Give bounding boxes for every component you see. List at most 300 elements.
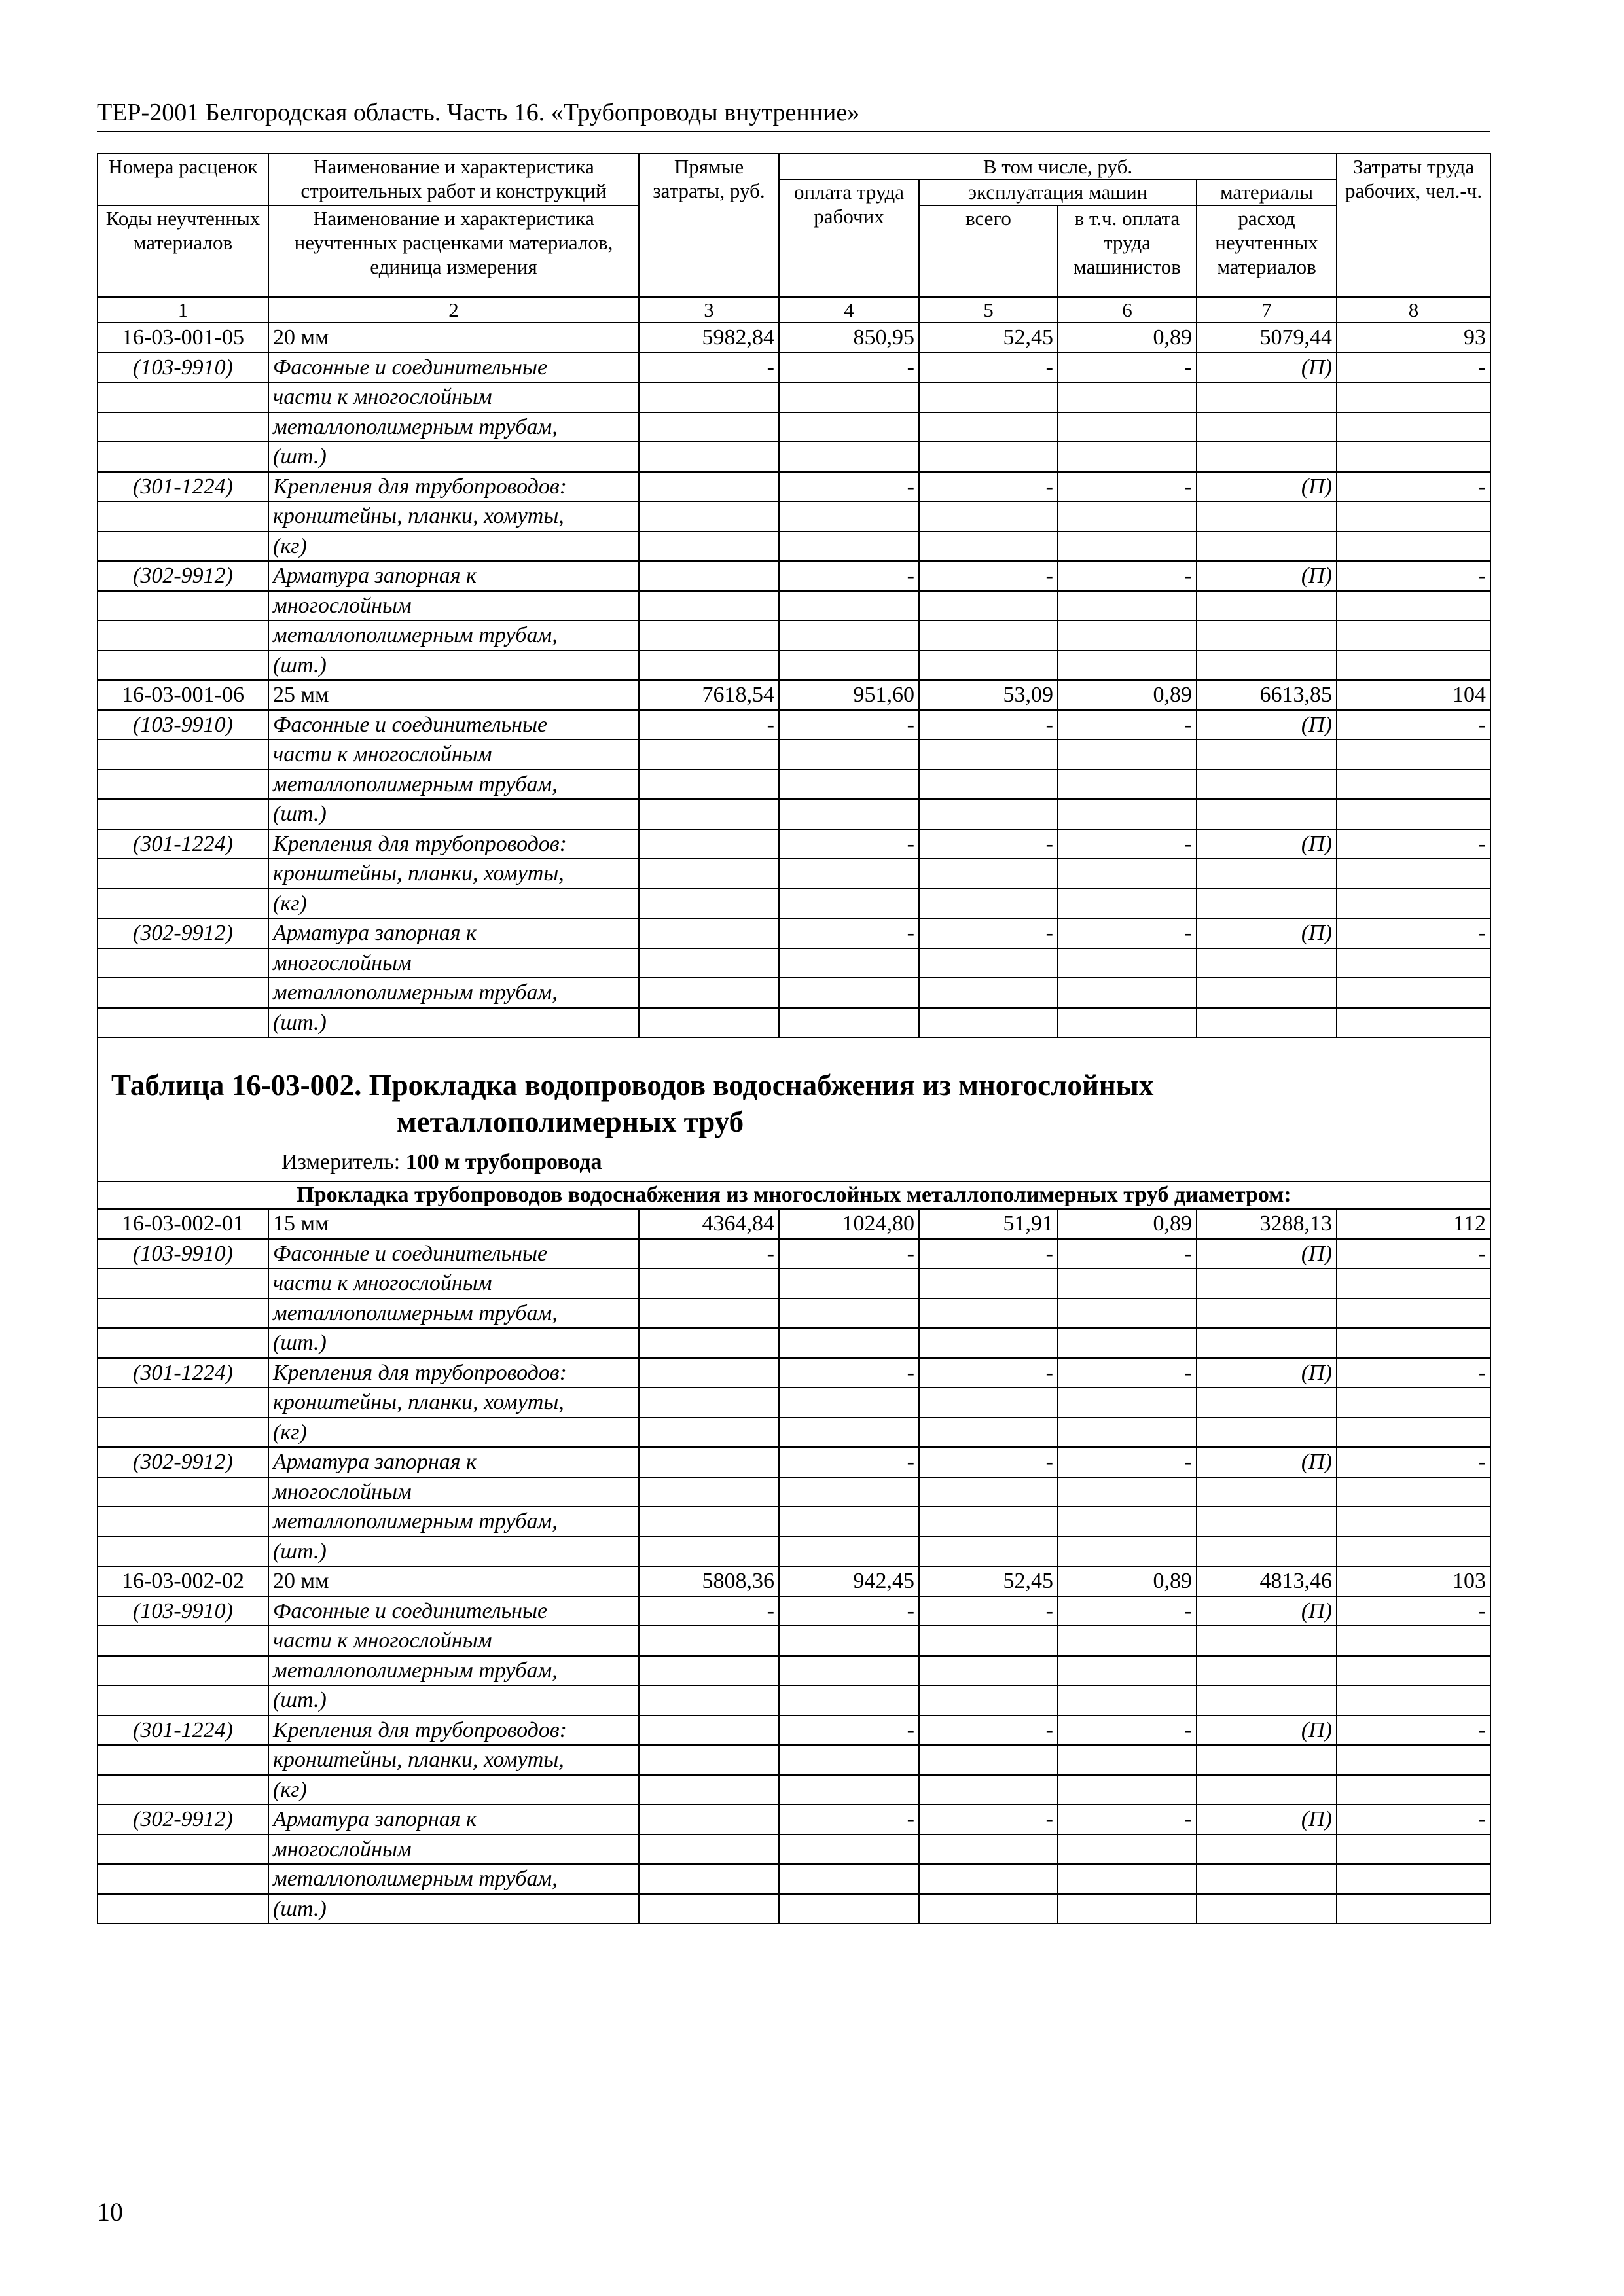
operator-wages-cell (1058, 531, 1197, 562)
labor-hours-cell (1337, 501, 1490, 531)
direct-costs-dash: - (639, 1239, 779, 1269)
material-line-row (98, 710, 1490, 740)
material-code-cell (98, 978, 268, 1008)
direct-costs-value: 7618,54 (639, 680, 779, 710)
operator-wages-cell (1058, 1008, 1197, 1038)
material-name-line: кронштейны, планки, хомуты, (268, 501, 639, 531)
worker-wages-cell (779, 412, 919, 442)
operator-wages-value: 0,89 (1058, 323, 1197, 353)
col-header-rate-number: Номера расценок (98, 154, 268, 206)
material-line-row (98, 859, 1490, 889)
material-code-cell (98, 442, 268, 472)
material-line-row (98, 799, 1490, 829)
operator-wages-dash: - (1058, 1358, 1197, 1388)
material-line-row (98, 561, 1490, 591)
operator-wages-dash: - (1058, 561, 1197, 591)
labor-hours-cell (1337, 591, 1490, 621)
labor-hours-value: 112 (1337, 1209, 1490, 1239)
labor-hours-cell (1337, 1775, 1490, 1805)
worker-wages-cell (779, 591, 919, 621)
labor-hours-cell (1337, 740, 1490, 770)
material-line-row (98, 1418, 1490, 1448)
worker-wages-value: 951,60 (779, 680, 919, 710)
material-line-row (98, 1775, 1490, 1805)
material-code-cell (98, 1775, 268, 1805)
worker-wages-cell (779, 1864, 919, 1894)
direct-costs-cell (639, 1537, 779, 1567)
machines-total-cell (919, 1268, 1058, 1299)
worker-wages-cell (779, 978, 919, 1008)
material-line-row (98, 740, 1490, 770)
operator-wages-cell (1058, 620, 1197, 651)
operator-wages-cell (1058, 1328, 1197, 1358)
labor-hours-cell (1337, 651, 1490, 681)
material-name-line: многослойным (268, 591, 639, 621)
direct-costs-cell (639, 1745, 779, 1775)
machines-total-cell (919, 1418, 1058, 1448)
worker-wages-cell (779, 1388, 919, 1418)
materials-mark: (П) (1197, 1804, 1337, 1835)
machines-total-dash: - (919, 1804, 1058, 1835)
labor-hours-dash: - (1337, 472, 1490, 502)
materials-cell (1197, 1299, 1337, 1329)
worker-wages-dash: - (779, 1715, 919, 1746)
operator-wages-cell (1058, 501, 1197, 531)
materials-mark: (П) (1197, 710, 1337, 740)
labor-hours-dash: - (1337, 829, 1490, 859)
direct-costs-cell (639, 1358, 779, 1388)
material-code: (103-9910) (98, 1239, 268, 1269)
column-number: 2 (268, 297, 639, 323)
material-name-line: (кг) (268, 1418, 639, 1448)
materials-cell (1197, 501, 1337, 531)
materials-value: 3288,13 (1197, 1209, 1337, 1239)
material-code-cell (98, 770, 268, 800)
section-heading-row (98, 1181, 1490, 1209)
col-header-unaccounted-materials: расход неучтенных материалов (1197, 206, 1337, 297)
worker-wages-cell (779, 1894, 919, 1924)
labor-hours-dash: - (1337, 918, 1490, 948)
direct-costs-value: 5808,36 (639, 1566, 779, 1596)
machines-total-cell (919, 889, 1058, 919)
operator-wages-cell (1058, 799, 1197, 829)
operator-wages-cell (1058, 978, 1197, 1008)
machines-total-cell (919, 1537, 1058, 1567)
machines-total-cell (919, 1626, 1058, 1656)
materials-cell (1197, 1775, 1337, 1805)
machines-total-cell (919, 859, 1058, 889)
direct-costs-value: 5982,84 (639, 323, 779, 353)
materials-cell (1197, 978, 1337, 1008)
material-line-row (98, 770, 1490, 800)
material-name-line: Арматура запорная к (268, 918, 639, 948)
material-name-line: Фасонные и соединительные (268, 1596, 639, 1626)
rate-name: 15 мм (268, 1209, 639, 1239)
labor-hours-cell (1337, 1008, 1490, 1038)
operator-wages-cell (1058, 948, 1197, 978)
direct-costs-cell (639, 918, 779, 948)
direct-costs-cell (639, 1685, 779, 1715)
machines-total-cell (919, 978, 1058, 1008)
rate-name: 20 мм (268, 323, 639, 353)
operator-wages-cell (1058, 1388, 1197, 1418)
worker-wages-cell (779, 1008, 919, 1038)
material-line-row (98, 1626, 1490, 1656)
material-code: (301-1224) (98, 472, 268, 502)
operator-wages-cell (1058, 382, 1197, 412)
operator-wages-dash: - (1058, 1804, 1197, 1835)
direct-costs-cell (639, 829, 779, 859)
machines-total-cell (919, 1775, 1058, 1805)
direct-costs-cell (639, 740, 779, 770)
machines-total-cell (919, 1685, 1058, 1715)
material-line-row (98, 1507, 1490, 1537)
materials-cell (1197, 770, 1337, 800)
material-code-cell (98, 1388, 268, 1418)
operator-wages-dash: - (1058, 1596, 1197, 1626)
material-line-row (98, 412, 1490, 442)
material-code-cell (98, 740, 268, 770)
materials-cell (1197, 531, 1337, 562)
machines-total-cell (919, 501, 1058, 531)
table-title-line2: металлополимерных труб (397, 1105, 744, 1138)
material-line-row (98, 829, 1490, 859)
material-line-row (98, 1239, 1490, 1269)
material-name-line: Фасонные и соединительные (268, 710, 639, 740)
materials-cell (1197, 1268, 1337, 1299)
material-code: (301-1224) (98, 829, 268, 859)
labor-hours-dash: - (1337, 1239, 1490, 1269)
material-name-line: металлополимерным трубам, (268, 1656, 639, 1686)
page-header-title: ТЕР-2001 Белгородская область. Часть 16. «Трубопроводы внутренние» (97, 99, 860, 126)
material-name-line: Крепления для трубопроводов: (268, 829, 639, 859)
worker-wages-cell (779, 1626, 919, 1656)
material-name-line: Крепления для трубопроводов: (268, 1358, 639, 1388)
labor-hours-dash: - (1337, 1715, 1490, 1746)
measure-line (98, 1140, 1490, 1181)
material-name-line: металлополимерным трубам, (268, 412, 639, 442)
labor-hours-value: 104 (1337, 680, 1490, 710)
operator-wages-cell (1058, 1835, 1197, 1865)
material-code-cell (98, 1626, 268, 1656)
materials-value: 6613,85 (1197, 680, 1337, 710)
operator-wages-cell (1058, 1477, 1197, 1507)
material-line-row (98, 1388, 1490, 1418)
material-line-row (98, 889, 1490, 919)
material-name-line: металлополимерным трубам, (268, 1864, 639, 1894)
material-line-row (98, 442, 1490, 472)
material-name-line: металлополимерным трубам, (268, 1507, 639, 1537)
worker-wages-value: 942,45 (779, 1566, 919, 1596)
materials-mark: (П) (1197, 1715, 1337, 1746)
labor-hours-dash: - (1337, 1596, 1490, 1626)
material-line-row (98, 531, 1490, 562)
operator-wages-value: 0,89 (1058, 1566, 1197, 1596)
material-name-line: Фасонные и соединительные (268, 353, 639, 383)
operator-wages-cell (1058, 1268, 1197, 1299)
materials-mark: (П) (1197, 1447, 1337, 1477)
labor-hours-cell (1337, 1507, 1490, 1537)
machines-total-cell (919, 1745, 1058, 1775)
material-code-cell (98, 1537, 268, 1567)
direct-costs-cell (639, 1715, 779, 1746)
worker-wages-cell (779, 1418, 919, 1448)
material-name-line: кронштейны, планки, хомуты, (268, 859, 639, 889)
machines-total-dash: - (919, 1596, 1058, 1626)
machines-total-value: 52,45 (919, 1566, 1058, 1596)
material-name-line: Крепления для трубопроводов: (268, 472, 639, 502)
column-number: 3 (639, 297, 779, 323)
rate-row (98, 1209, 1490, 1239)
material-code: (301-1224) (98, 1715, 268, 1746)
material-line-row (98, 591, 1490, 621)
materials-cell (1197, 1626, 1337, 1656)
direct-costs-cell (639, 501, 779, 531)
material-line-row (98, 620, 1490, 651)
material-line-row (98, 1864, 1490, 1894)
direct-costs-cell (639, 948, 779, 978)
material-name-line: Арматура запорная к (268, 561, 639, 591)
machines-total-cell (919, 1864, 1058, 1894)
direct-costs-dash: - (639, 353, 779, 383)
machines-total-dash: - (919, 918, 1058, 948)
material-line-row (98, 1745, 1490, 1775)
direct-costs-cell (639, 1299, 779, 1329)
material-code-cell (98, 1418, 268, 1448)
table-title-cell (98, 1037, 1490, 1181)
labor-hours-cell (1337, 1626, 1490, 1656)
direct-costs-cell (639, 1775, 779, 1805)
materials-cell (1197, 1388, 1337, 1418)
material-code: (301-1224) (98, 1358, 268, 1388)
operator-wages-dash: - (1058, 710, 1197, 740)
direct-costs-cell (639, 531, 779, 562)
worker-wages-cell (779, 948, 919, 978)
worker-wages-dash: - (779, 472, 919, 502)
labor-hours-dash: - (1337, 561, 1490, 591)
labor-hours-cell (1337, 1388, 1490, 1418)
materials-cell (1197, 889, 1337, 919)
material-code-cell (98, 1328, 268, 1358)
worker-wages-dash: - (779, 918, 919, 948)
material-line-row (98, 1596, 1490, 1626)
direct-costs-value: 4364,84 (639, 1209, 779, 1239)
column-number: 7 (1197, 297, 1337, 323)
materials-cell (1197, 740, 1337, 770)
material-line-row (98, 1358, 1490, 1388)
machines-total-dash: - (919, 561, 1058, 591)
material-line-row (98, 948, 1490, 978)
material-name-line: (шт.) (268, 1328, 639, 1358)
worker-wages-cell (779, 501, 919, 531)
materials-cell (1197, 1685, 1337, 1715)
machines-total-value: 52,45 (919, 323, 1058, 353)
machines-total-cell (919, 620, 1058, 651)
machines-total-cell (919, 531, 1058, 562)
material-name-line: (шт.) (268, 651, 639, 681)
worker-wages-cell (779, 799, 919, 829)
direct-costs-cell (639, 1388, 779, 1418)
labor-hours-cell (1337, 1477, 1490, 1507)
material-name-line: части к многослойным (268, 1626, 639, 1656)
worker-wages-cell (779, 1477, 919, 1507)
material-code-cell (98, 501, 268, 531)
rate-name: 25 мм (268, 680, 639, 710)
materials-cell (1197, 651, 1337, 681)
material-name-line: Арматура запорная к (268, 1447, 639, 1477)
direct-costs-cell (639, 620, 779, 651)
measure-label: Измеритель: (281, 1150, 401, 1174)
material-code-cell (98, 1745, 268, 1775)
material-code-cell (98, 889, 268, 919)
worker-wages-cell (779, 1775, 919, 1805)
machines-total-cell (919, 799, 1058, 829)
worker-wages-cell (779, 1685, 919, 1715)
material-name-line: (шт.) (268, 442, 639, 472)
operator-wages-cell (1058, 1507, 1197, 1537)
material-line-row (98, 1835, 1490, 1865)
rate-code: 16-03-001-05 (98, 323, 268, 353)
operator-wages-cell (1058, 591, 1197, 621)
col-header-worker-wages: оплата труда рабочих (779, 179, 919, 297)
material-code-cell (98, 591, 268, 621)
worker-wages-cell (779, 889, 919, 919)
material-line-row (98, 1328, 1490, 1358)
direct-costs-cell (639, 1804, 779, 1835)
worker-wages-value: 1024,80 (779, 1209, 919, 1239)
labor-hours-cell (1337, 799, 1490, 829)
direct-costs-cell (639, 889, 779, 919)
material-name-line: металлополимерным трубам, (268, 978, 639, 1008)
material-line-row (98, 1268, 1490, 1299)
worker-wages-cell (779, 1656, 919, 1686)
direct-costs-cell (639, 591, 779, 621)
labor-hours-cell (1337, 1835, 1490, 1865)
material-name-line: Фасонные и соединительные (268, 1239, 639, 1269)
machines-total-cell (919, 1507, 1058, 1537)
operator-wages-value: 0,89 (1058, 680, 1197, 710)
materials-cell (1197, 948, 1337, 978)
operator-wages-cell (1058, 1656, 1197, 1686)
material-line-row (98, 353, 1490, 383)
worker-wages-dash: - (779, 710, 919, 740)
operator-wages-cell (1058, 770, 1197, 800)
table-title (98, 1038, 1490, 1140)
worker-wages-cell (779, 1745, 919, 1775)
material-name-line: части к многослойным (268, 382, 639, 412)
worker-wages-cell (779, 1328, 919, 1358)
labor-hours-cell (1337, 382, 1490, 412)
rate-code: 16-03-001-06 (98, 680, 268, 710)
operator-wages-cell (1058, 1894, 1197, 1924)
worker-wages-value: 850,95 (779, 323, 919, 353)
col-header-material-codes: Коды неучтенных материалов (98, 206, 268, 297)
col-header-machines-total: всего (919, 206, 1058, 297)
operator-wages-cell (1058, 889, 1197, 919)
material-name-line: (шт.) (268, 1537, 639, 1567)
table-title-row (98, 1037, 1490, 1181)
machines-total-dash: - (919, 1358, 1058, 1388)
col-header-machine-operation: эксплуатация машин (919, 179, 1197, 206)
material-name-line: (кг) (268, 1775, 639, 1805)
materials-cell (1197, 1835, 1337, 1865)
material-name-line: (шт.) (268, 1894, 639, 1924)
worker-wages-dash: - (779, 1239, 919, 1269)
operator-wages-dash: - (1058, 1447, 1197, 1477)
materials-cell (1197, 1418, 1337, 1448)
worker-wages-dash: - (779, 1596, 919, 1626)
column-number: 5 (919, 297, 1058, 323)
direct-costs-cell (639, 412, 779, 442)
materials-cell (1197, 1477, 1337, 1507)
materials-mark: (П) (1197, 1358, 1337, 1388)
rate-row (98, 1566, 1490, 1596)
material-line-row (98, 1685, 1490, 1715)
materials-value: 5079,44 (1197, 323, 1337, 353)
worker-wages-dash: - (779, 561, 919, 591)
materials-cell (1197, 859, 1337, 889)
machines-total-dash: - (919, 1239, 1058, 1269)
worker-wages-cell (779, 1835, 919, 1865)
material-name-line: (шт.) (268, 1685, 639, 1715)
direct-costs-cell (639, 770, 779, 800)
machines-total-cell (919, 770, 1058, 800)
direct-costs-cell (639, 978, 779, 1008)
material-code-cell (98, 948, 268, 978)
labor-hours-cell (1337, 531, 1490, 562)
labor-hours-cell (1337, 978, 1490, 1008)
rates-table (97, 153, 1491, 1924)
materials-mark: (П) (1197, 472, 1337, 502)
material-line-row (98, 382, 1490, 412)
materials-mark: (П) (1197, 918, 1337, 948)
material-line-row (98, 1894, 1490, 1924)
materials-cell (1197, 1008, 1337, 1038)
machines-total-dash: - (919, 1715, 1058, 1746)
materials-cell (1197, 382, 1337, 412)
operator-wages-cell (1058, 1299, 1197, 1329)
machines-total-cell (919, 1299, 1058, 1329)
labor-hours-cell (1337, 620, 1490, 651)
material-code-cell (98, 1685, 268, 1715)
worker-wages-dash: - (779, 1447, 919, 1477)
material-code-cell (98, 1656, 268, 1686)
machines-total-value: 53,09 (919, 680, 1058, 710)
operator-wages-cell (1058, 651, 1197, 681)
machines-total-cell (919, 740, 1058, 770)
operator-wages-cell (1058, 1864, 1197, 1894)
rate-row (98, 680, 1490, 710)
labor-hours-dash: - (1337, 1804, 1490, 1835)
material-name-line: Крепления для трубопроводов: (268, 1715, 639, 1746)
col-header-operator-wages: в т.ч. оплата труда машинистов (1058, 206, 1197, 297)
operator-wages-dash: - (1058, 1715, 1197, 1746)
labor-hours-cell (1337, 1864, 1490, 1894)
material-code-cell (98, 382, 268, 412)
direct-costs-cell (639, 442, 779, 472)
labor-hours-dash: - (1337, 1358, 1490, 1388)
machines-total-cell (919, 651, 1058, 681)
column-numbers-row (98, 297, 1490, 323)
operator-wages-cell (1058, 1418, 1197, 1448)
machines-total-value: 51,91 (919, 1209, 1058, 1239)
machines-total-cell (919, 591, 1058, 621)
direct-costs-cell (639, 799, 779, 829)
material-name-line: металлополимерным трубам, (268, 620, 639, 651)
labor-hours-cell (1337, 770, 1490, 800)
worker-wages-dash: - (779, 829, 919, 859)
material-code-cell (98, 1507, 268, 1537)
